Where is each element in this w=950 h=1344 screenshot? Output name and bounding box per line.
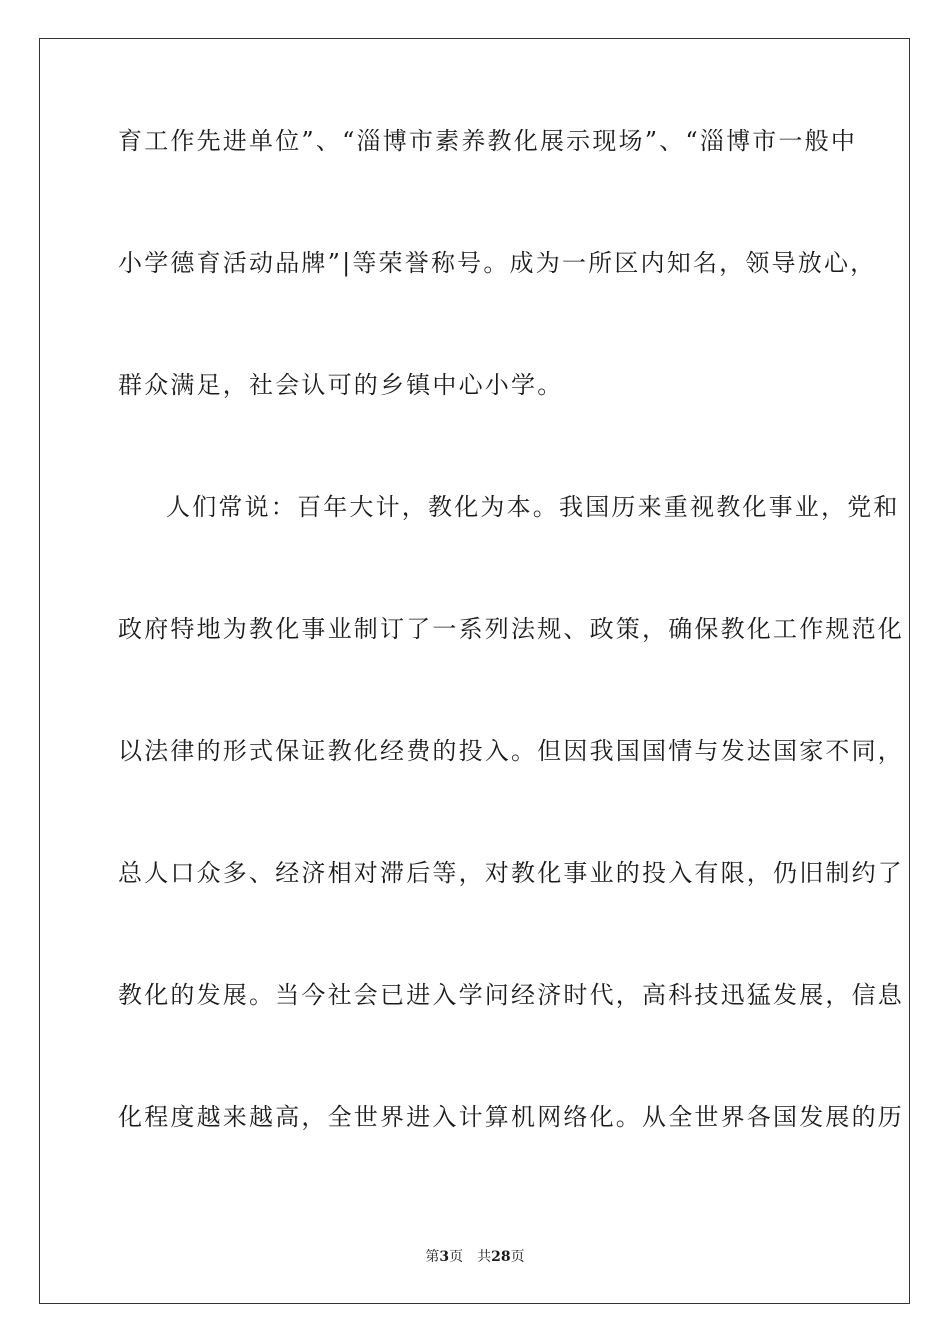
paragraph-line: 教化的发展。当今社会已进入学问经济时代，高科技迅猛发展，信息: [118, 981, 904, 1009]
page-prefix: 第: [425, 1249, 440, 1265]
page-suffix: 页: [449, 1249, 464, 1265]
paragraph-line: 小学德育活动品牌”|等荣誉称号。成为一所区内知名，领导放心，: [118, 249, 877, 277]
paragraph-line: 人们常说：百年大计，教化为本。我国历来重视教化事业，党和: [166, 493, 900, 521]
paragraph-line: 化程度越来越高，全世界进入计算机网络化。从全世界各国发展的历: [118, 1103, 904, 1131]
paragraph-line: 政府特地为教化事业制订了一系列法规、政策，确保教化工作规范化: [118, 615, 904, 643]
paragraph-line: 育工作先进单位”、“淄博市素养教化展示现场”、“淄博市一般中: [118, 127, 858, 155]
total-suffix: 页: [510, 1249, 525, 1265]
total-pages: 28: [491, 1249, 511, 1265]
page-footer: [0, 1248, 950, 1266]
paragraph-line: 总人口众多、经济相对滞后等，对教化事业的投入有限，仍旧制约了: [118, 859, 904, 887]
total-prefix: 共: [477, 1249, 492, 1265]
page-number: 3: [439, 1249, 450, 1265]
paragraph-line: 以法律的形式保证教化经费的投入。但因我国国情与发达国家不同，: [118, 737, 904, 765]
paragraph-line: 群众满足，社会认可的乡镇中心小学。: [118, 371, 564, 399]
